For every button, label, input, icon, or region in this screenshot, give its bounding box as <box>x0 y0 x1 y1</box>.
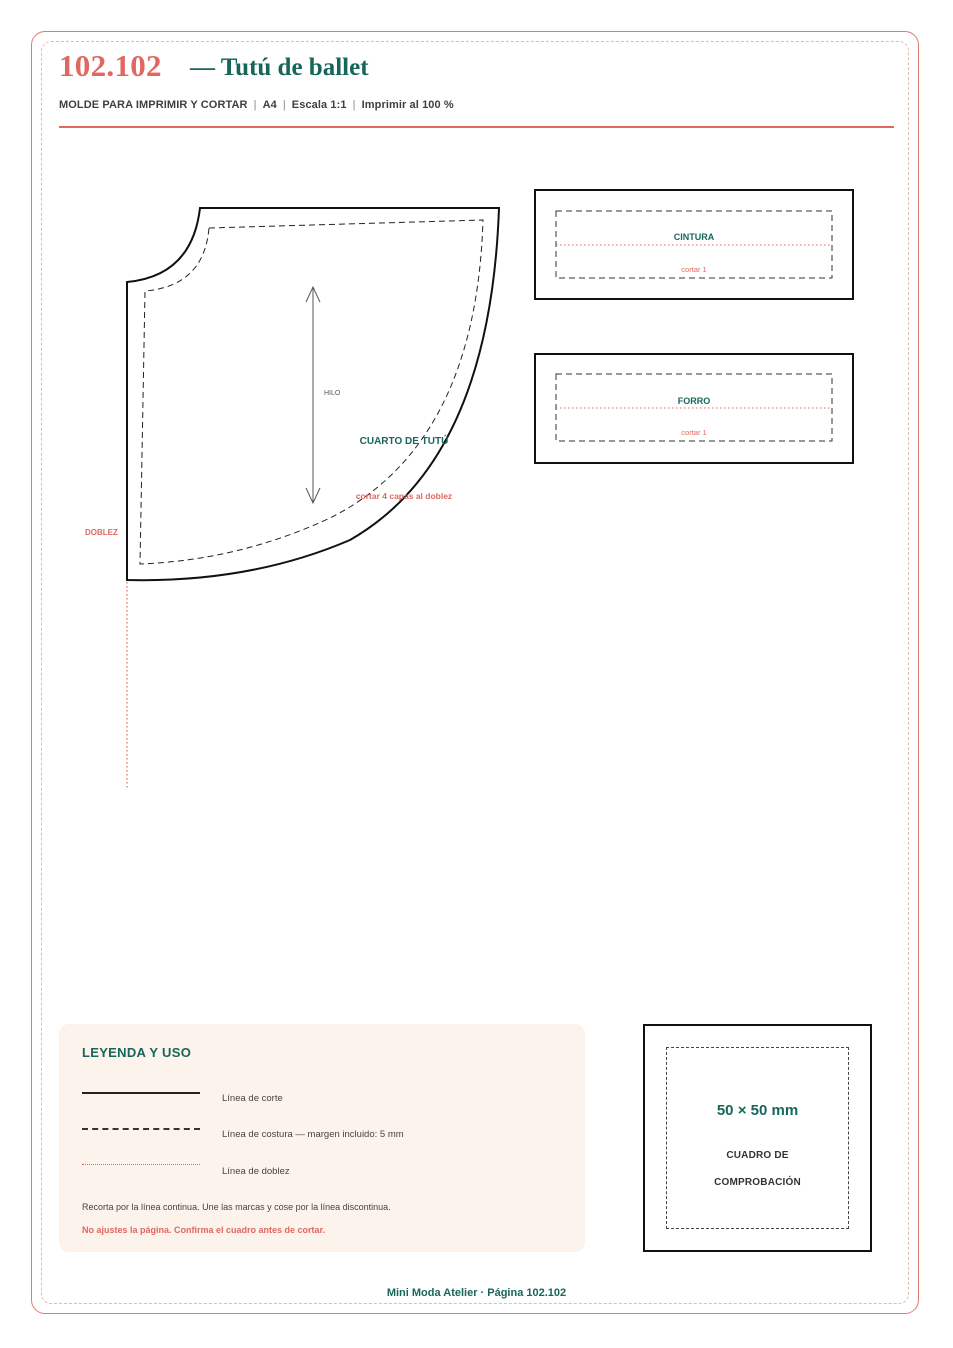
waistband-name: CINTURA <box>673 232 715 242</box>
separator: | <box>352 99 356 111</box>
legend-cut-label: Línea de corte <box>222 1093 283 1104</box>
page-title: — Tutú de ballet <box>190 54 369 81</box>
lining-name: FORRO <box>677 396 711 406</box>
waistband-instruction: cortar 1 <box>681 265 707 274</box>
legend-cut-line-sample <box>82 1092 200 1094</box>
check-square-label-line1: CUADRO DE <box>726 1150 789 1161</box>
main-piece-name: CUARTO DE TUTÚ <box>359 436 449 447</box>
check-square-size: 50 × 50 mm <box>716 1102 799 1119</box>
grain-label: HILO <box>324 390 341 397</box>
check-square-label <box>667 1142 848 1196</box>
legend-warning: No ajustes la página. Confirma el cuadro antes de cortar. <box>82 1225 326 1235</box>
legend-fold-line-sample <box>82 1164 200 1165</box>
legend-seam-label: Línea de costura — margen incluido: 5 mm <box>222 1129 404 1140</box>
page-footer: Mini Moda Atelier · Página 102.102 <box>386 1287 567 1299</box>
legend-panel <box>59 1024 585 1252</box>
fold-label: DOBLEZ <box>85 528 118 537</box>
check-square <box>643 1024 872 1252</box>
main-piece-instruction: cortar 4 capas al doblez <box>355 491 453 501</box>
legend-note: Recorta por la línea continua. Une las marcas y cose por la línea discontinua. <box>82 1202 391 1212</box>
subtitle-item: A4 <box>262 99 277 111</box>
pattern-code: 102.102 <box>59 48 162 83</box>
legend-title: LEYENDA Y USO <box>82 1045 192 1060</box>
separator: | <box>253 99 257 111</box>
subtitle-item: Imprimir al 100 % <box>361 99 454 111</box>
check-square-inner <box>666 1047 849 1229</box>
legend-seam-line-sample <box>82 1128 200 1130</box>
legend-fold-label: Línea de doblez <box>222 1166 290 1177</box>
separator: | <box>282 99 286 111</box>
check-square-label-line2: COMPROBACIÓN <box>714 1177 801 1188</box>
subtitle-item: MOLDE PARA IMPRIMIR Y CORTAR <box>59 99 248 111</box>
tutu-quarter-seam-line <box>140 220 483 564</box>
lining-instruction: cortar 1 <box>681 428 707 437</box>
subtitle-item: Escala 1:1 <box>291 99 347 111</box>
